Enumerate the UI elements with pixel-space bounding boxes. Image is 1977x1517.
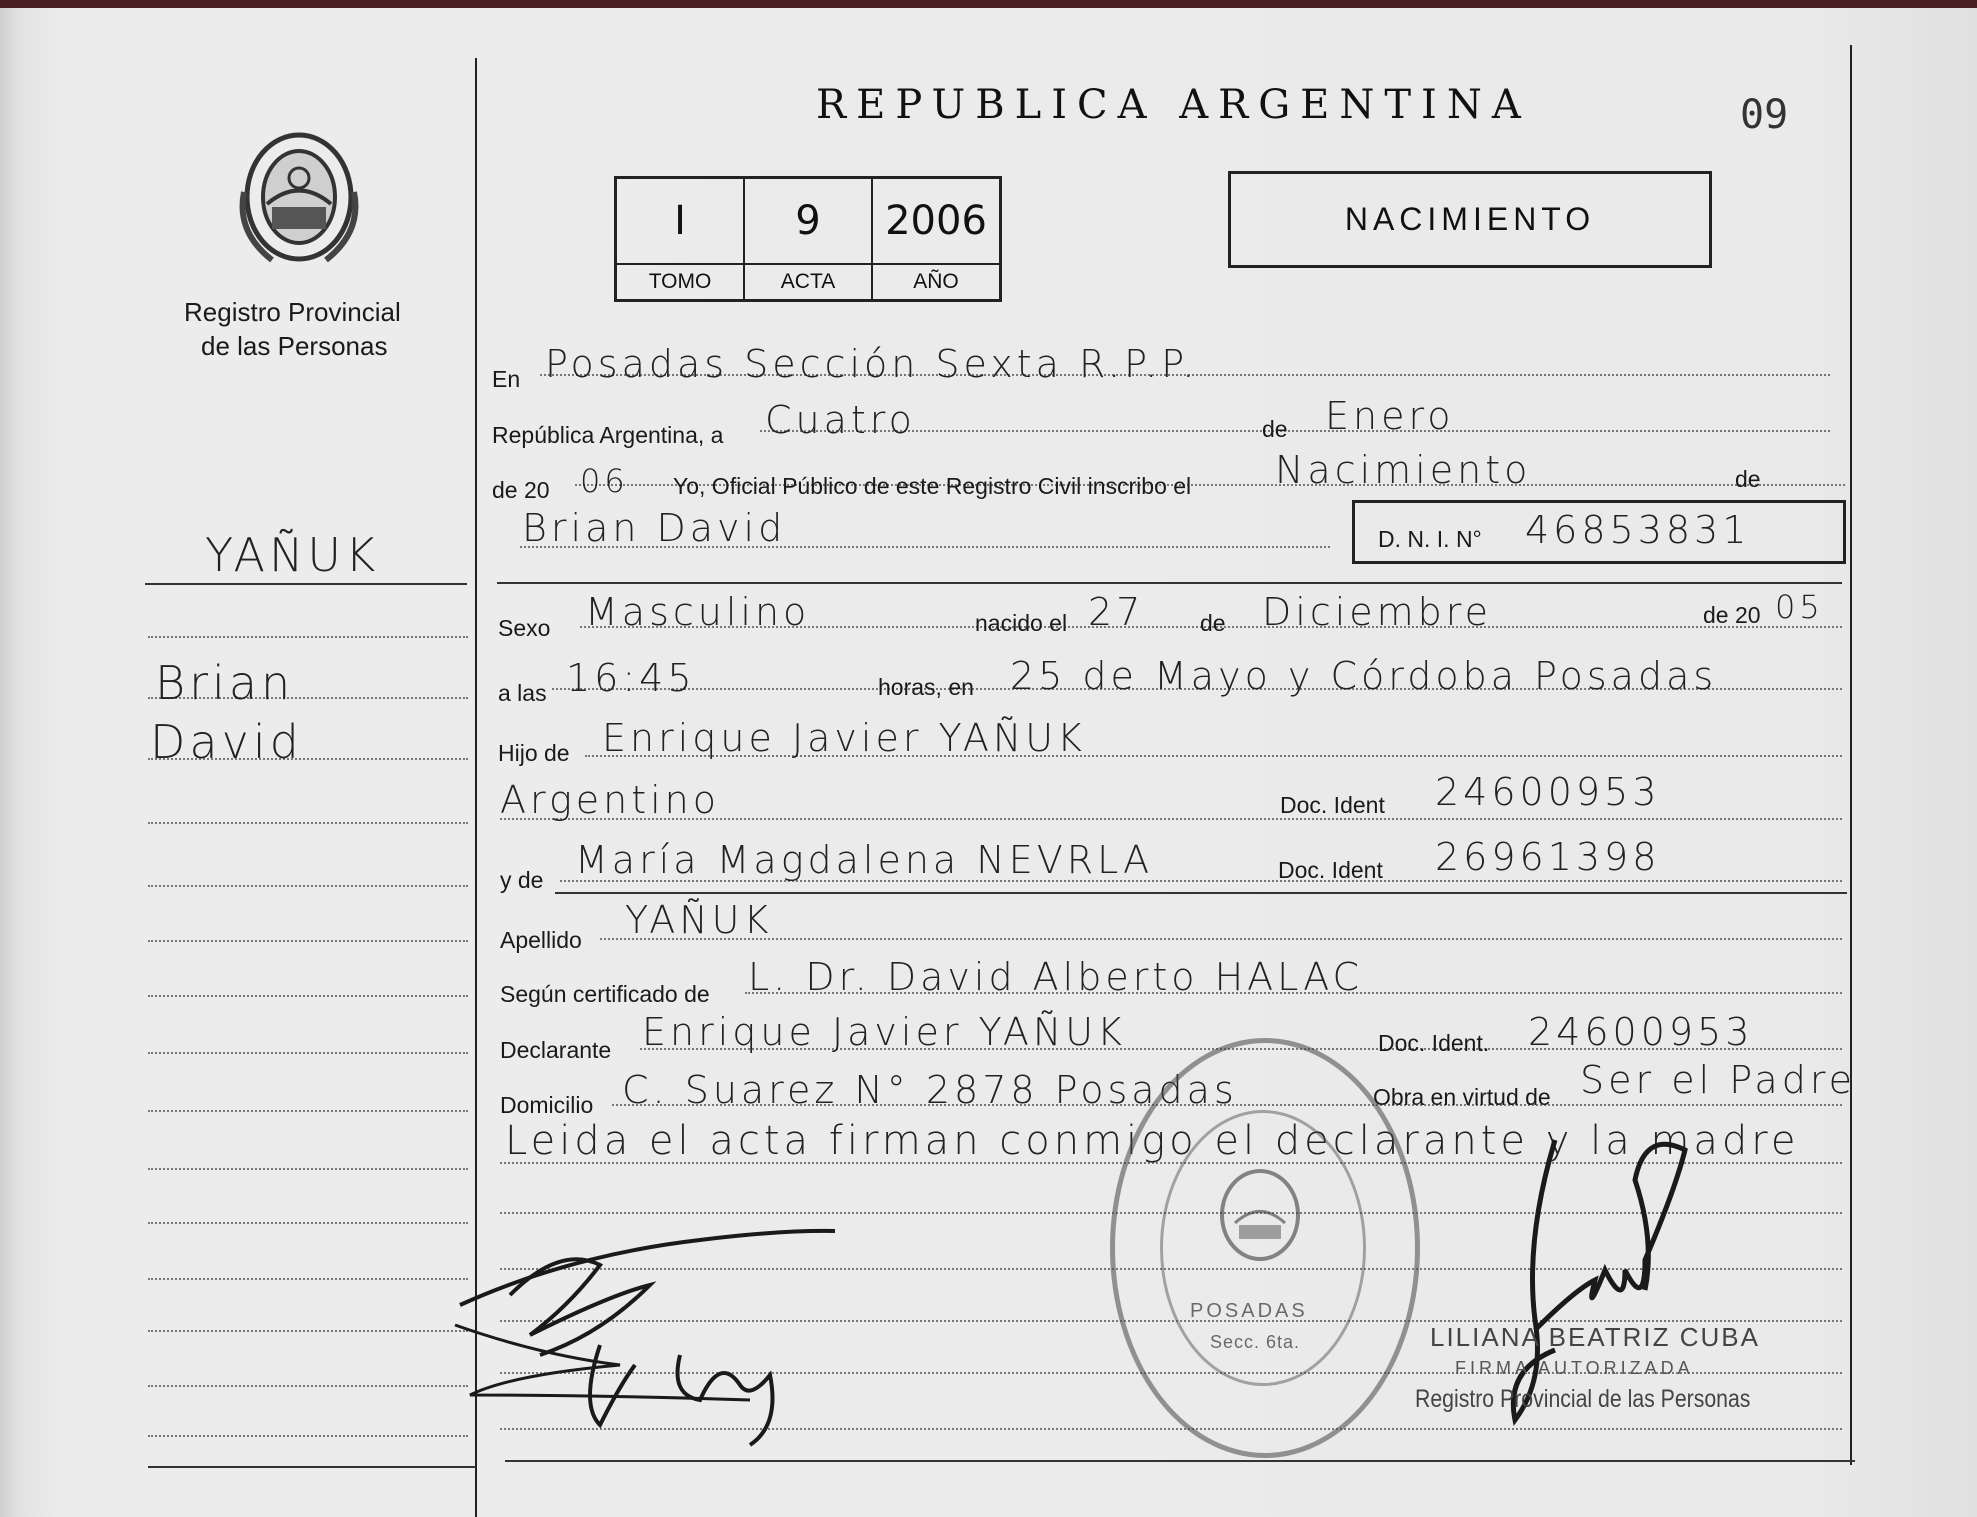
padre-doc: 24600953 <box>1435 770 1661 814</box>
lugar-value: 25 de Mayo y Córdoba Posadas <box>1010 654 1718 698</box>
left-dotted-line <box>148 1168 468 1170</box>
apellido-label: Apellido <box>500 927 582 953</box>
yo-text: Yo, Oficial Público de este Registro Civil inscribo el <box>673 473 1192 499</box>
left-dotted-line <box>148 1278 468 1280</box>
left-dotted-line <box>148 1385 468 1387</box>
official-title: FIRMA AUTORIZADA <box>1455 1358 1694 1378</box>
sexo-value: Masculino <box>585 590 811 634</box>
inscribo-value: Nacimiento <box>1275 448 1532 492</box>
madre-value: María Magdalena NEVRLA <box>575 838 1154 882</box>
leida-text: Leida el acta firman conmigo el declarante y la madre <box>505 1118 1800 1164</box>
nacido-month: Diciembre <box>1262 590 1492 634</box>
year-value: 06 <box>580 462 629 500</box>
sexo-label: Sexo <box>498 615 551 641</box>
line-fecha <box>760 430 1830 432</box>
anio-value: 2006 <box>872 178 1001 265</box>
left-dotted-line <box>148 1330 468 1332</box>
line-apellido <box>600 938 1842 940</box>
acta-value: 9 <box>744 178 872 265</box>
left-dotted-line <box>148 995 468 997</box>
left-dotted-line <box>148 636 468 638</box>
apellido-value: YAÑUK <box>625 898 773 942</box>
day-value: Cuatro <box>765 398 916 442</box>
tomo-acta-anio-box <box>614 176 1002 302</box>
dni-label: D. N. I. N° <box>1378 526 1482 552</box>
page-number: 09 <box>1740 92 1789 138</box>
page-top-edge <box>0 0 1977 8</box>
doc-ident-label-3: Doc. Ident. <box>1378 1030 1490 1056</box>
nacido-label: nacido el <box>975 610 1068 636</box>
margin-given-name-2: David <box>150 715 303 769</box>
declarant-signature <box>450 1225 850 1455</box>
declarante-label: Declarante <box>500 1037 612 1063</box>
obra-value: Ser el Padre <box>1580 1058 1856 1102</box>
segun-label: Según certificado de <box>500 981 710 1007</box>
left-dotted-line <box>148 885 468 887</box>
de-label-2: de <box>1735 466 1761 492</box>
de-label: de <box>1262 416 1288 442</box>
acta-label: ACTA <box>744 264 872 301</box>
segun-value: L. Dr. David Alberto HALAC <box>748 955 1364 999</box>
official-name: LILIANA BEATRIZ CUBA <box>1430 1322 1760 1352</box>
left-bottom-rule <box>148 1466 476 1468</box>
right-margin-rule <box>1850 45 1852 1465</box>
form-bottom-rule <box>505 1460 1855 1462</box>
de20-label: de 20 <box>1703 602 1761 628</box>
year-prefix: de 20 <box>492 477 550 503</box>
alas-label: a las <box>498 680 547 706</box>
en-value: Posadas Sección Sexta R.P.P. <box>545 342 1199 386</box>
doc-ident-label: Doc. Ident <box>1280 792 1385 818</box>
doc-ident-label-2: Doc. Ident <box>1278 857 1383 883</box>
margin-surname: YAÑUK <box>205 528 380 582</box>
left-dotted-line <box>148 1222 468 1224</box>
obra-label: Obra en virtud de <box>1373 1084 1551 1110</box>
anio-label: AÑO <box>872 264 1001 301</box>
child-name: Brian David <box>522 506 787 550</box>
tomo-value: I <box>616 178 745 265</box>
domicilio-value: C. Suarez N° 2878 Posadas <box>622 1068 1238 1112</box>
seal-emblem-icon <box>1215 1165 1305 1265</box>
hijo-label: Hijo de <box>498 740 570 766</box>
record-type-box <box>1228 171 1712 268</box>
hora-value: 16:45 <box>566 656 696 700</box>
declarante-doc: 24600953 <box>1528 1010 1754 1054</box>
madre-doc: 26961398 <box>1435 835 1661 879</box>
surname-line <box>145 583 467 585</box>
republica-label: República Argentina, a <box>492 422 724 448</box>
provincial-emblem-icon <box>232 122 366 272</box>
left-dotted-line <box>148 1435 468 1437</box>
padre-nacionalidad: Argentino <box>500 778 721 822</box>
dni-value: 46853831 <box>1525 508 1751 552</box>
left-dotted-line <box>148 1110 468 1112</box>
margin-given-name-1: Brian <box>155 656 295 710</box>
nacido-year: 05 <box>1775 588 1824 626</box>
registry-name-line2: de las Personas <box>201 331 388 361</box>
yde-label: y de <box>500 867 544 893</box>
domicilio-label: Domicilio <box>500 1092 594 1118</box>
seal-city: POSADAS <box>1190 1300 1308 1322</box>
de-label-3: de <box>1200 610 1226 636</box>
left-dotted-line <box>148 1052 468 1054</box>
left-dotted-line <box>148 822 468 824</box>
seal-section: Secc. 6ta. <box>1210 1332 1301 1352</box>
rule-after-name <box>497 582 1842 584</box>
month-value: Enero <box>1325 394 1455 438</box>
rule-madre <box>555 892 1847 894</box>
registry-name-line1: Registro Provincial <box>184 297 401 327</box>
tomo-label: TOMO <box>616 264 745 301</box>
country-title: REPUBLICA ARGENTINA <box>816 82 1531 128</box>
left-dotted-line <box>148 940 468 942</box>
official-registry: Registro Provincial de las Personas <box>1415 1385 1751 1413</box>
nacido-day: 27 <box>1088 590 1145 634</box>
declarante-value: Enrique Javier YAÑUK <box>642 1010 1126 1054</box>
horas-en-label: horas, en <box>878 674 974 700</box>
record-type-label: NACIMIENTO <box>1344 201 1596 237</box>
padre-value: Enrique Javier YAÑUK <box>602 716 1086 760</box>
en-label: En <box>492 366 521 392</box>
